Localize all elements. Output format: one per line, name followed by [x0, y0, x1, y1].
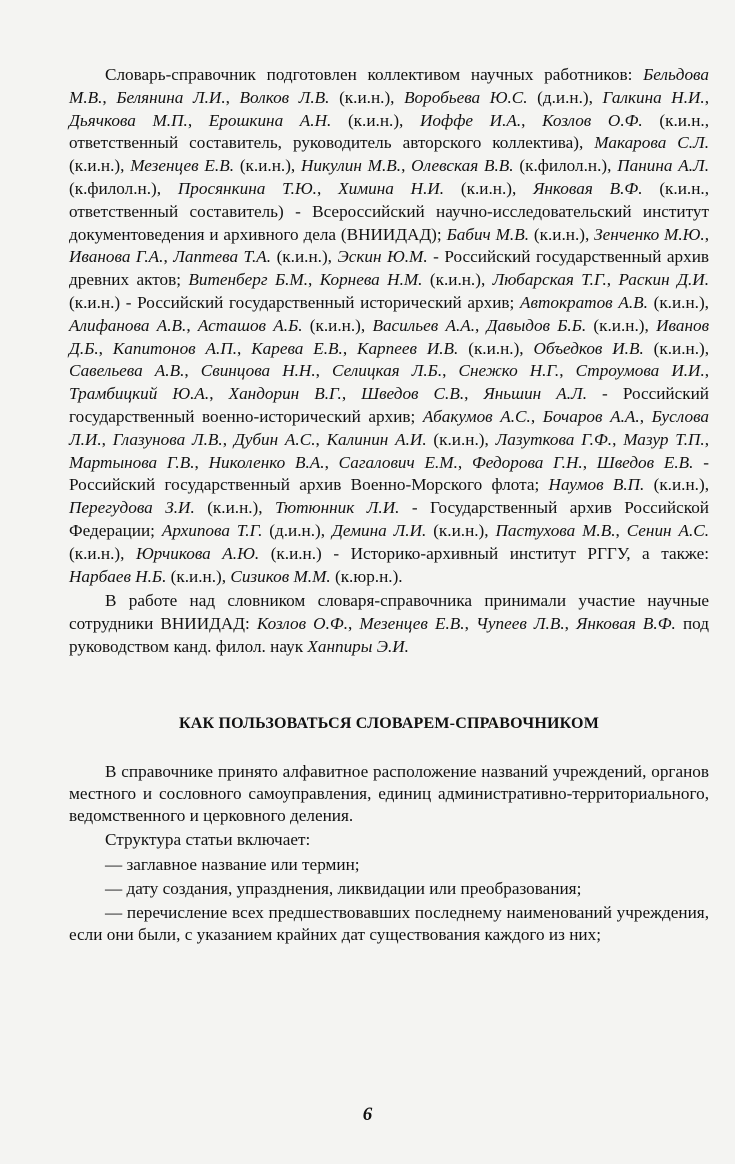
structure-list-item: — перечисление всех предшествовавших последнему наименований учреждения, если они были, с указанием крайних дат существования каждого из них; [69, 902, 709, 945]
page-number: 6 [362, 1104, 373, 1125]
intro-paragraph-wordlist: В работе над словником словаря-справочника принимали участие научные сотрудники ВНИИДАД: Козлов О.Ф., Мезенцев Е.В., Чупеев Л.В., Янковая В.Ф. под руководством канд. филол. наук Ханпиры Э.И. [69, 591, 710, 656]
section-heading: КАК ПОЛЬЗОВАТЬСЯ СЛОВАРЕМ-СПРАВОЧНИКОМ [178, 714, 599, 732]
usage-section [69, 761, 709, 947]
usage-paragraph-structure: Структура статьи включает: [105, 830, 311, 850]
structure-list-item: — дату создания, упразднения, ликвидации или преобразования; [105, 878, 582, 898]
structure-list-item: — заглавное название или термин; [105, 854, 360, 874]
usage-paragraph-order: В справочнике принято алфавитное расположение названий учреждений, органов местного и сословного самоуправления, единиц административно-территориального, ведомственного и церковного деления. [69, 761, 709, 826]
intro-paragraph-authors: Словарь-справочник подготовлен коллективом научных работников: Бельдова М.В., Белянина Л.И., Волков Л.В. (к.и.н.), Воробьева Ю.С. (д.и.н.), Галкина Н.И., Дьячкова М.П., Ерошкина А.Н. (к.и.н.), Иоффе И.А., Козлов О.Ф. (к.и.н., ответственный составитель, руководитель авторского коллектива), Макарова С.Л. (к.и.н.), Мезенцев Е.В. (к.и.н.), Никулин М.В., Олевская В.В. (к.филол.н.), Панина А.Л. (к.филол.н.), Просянкина Т.Ю., Химина Н.И. (к.и.н.), Янковая В.Ф. (к.и.н., ответственный составитель) - Всероссийский научно-исследовательский институт документоведения и архивного дела (ВНИИДАД); Бабич М.В. (к.и.н.), Зенченко М.Ю., Иванова Г.А., Лаптева Т.А. (к.и.н.), Эскин Ю.М. - Российский государственный архив древних актов; Витенберг Б.М., Корнева Н.М. (к.и.н.), Любарская Т.Г., Раскин Д.И. (к.и.н.) - Российский государственный исторический архив; Автократов А.В. (к.и.н.), Алифанова А.В., Асташов А.Б. (к.и.н.), Васильев А.А., Давыдов Б.Б. (к.и.н.), Иванов Д.Б., Капитонов А.П., Карева Е.В., Карпеев И.В. (к.и.н.), Объедков И.В. (к.и.н.), Савельева А.В., Свинцова Н.Н., Селицкая Л.Б., Снежко Н.Г., Строумова И.И., Трамбицкий Ю.А., Хандорин В.Г., Шведов С.В., Яньшин А.Л. - Российский государственный военно-исторический архив; Абакумов А.С., Бочаров А.А., Буслова Л.И., Глазунова Л.В., Дубин А.С., Калинин А.И. (к.и.н.), Лазуткова Г.Ф., Мазур Т.П., Мартынова Г.В., Николенко В.А., Сагалович Е.М., Федорова Г.Н., Шведов Е.В. - Российский государственный архив Военно-Морского флота; Наумов В.П. (к.и.н.), Перегудова З.И. (к.и.н.), Тютюнник Л.И. - Государственный архив Российской Федерации; Архипова Т.Г. (д.и.н.), Демина Л.И. (к.и.н.), Пастухова М.В., Сенин А.С. (к.и.н.), Юрчикова А.Ю. (к.и.н.) - Историко-архивный институт РГГУ, а также: Нарбаев Н.Б. (к.и.н.), Сизиков М.М. (к.юр.н.). [69, 65, 710, 586]
intro-block [69, 64, 709, 659]
